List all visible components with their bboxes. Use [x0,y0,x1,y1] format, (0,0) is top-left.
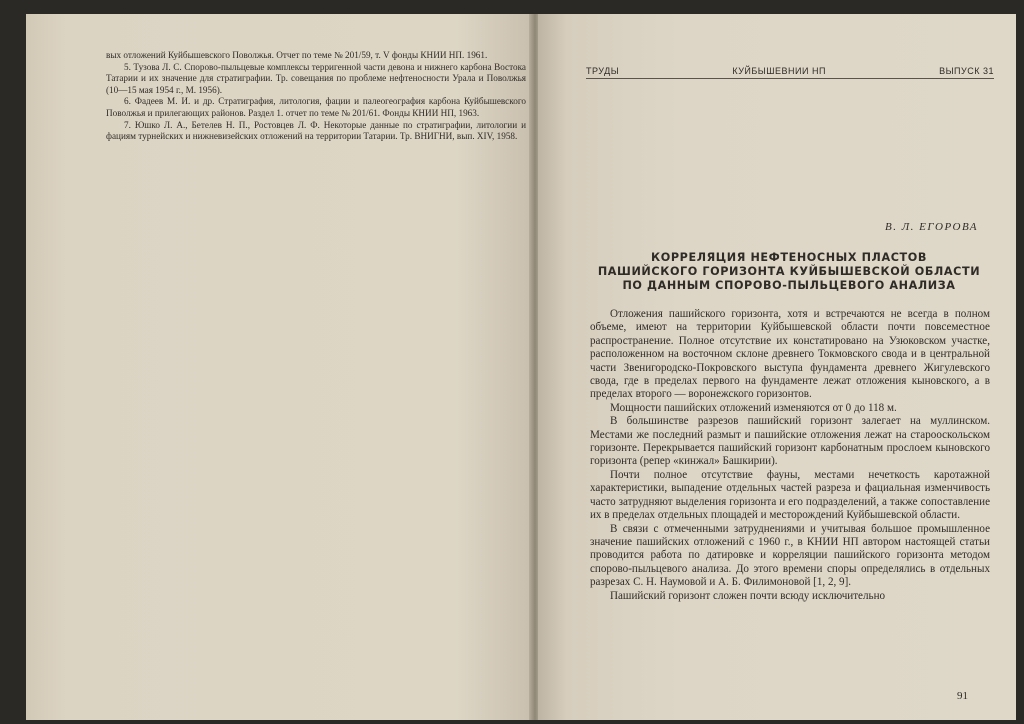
right-page [538,14,1016,720]
body-paragraph: В большинстве разрезов пашийский горизонт залегает на муллинском. Местами же последний размыт и пашийские отложения лежат на старооскольском горизонте. Перекрывается пашийский горизонт карбонатным прослоем кыновского горизонта (репер «кинжал» Башкирии). [590,415,990,468]
running-head-left: ТРУДЫ [586,66,620,76]
body-paragraph: Пашийский горизонт сложен почти всюду исключительно [610,589,886,602]
title-line: КОРРЕЛЯЦИЯ НЕФТЕНОСНЫХ ПЛАСТОВ [651,251,927,264]
reference-item: 7. Юшко Л. А., Бетелев Н. П., Ростовцев Л. Ф. Некоторые данные по стратиграфии, литологии и фациям турнейских и нижневизейских отложений на территории Татарии. Тр. ВНИГНИ, вып. XIV, 1958. [106,119,526,142]
body-paragraph: В связи с отмеченными затруднениями и учитывая большое промышленное значение пашийских отложений с 1960 г., в КНИИ НП автором настоящей статьи проводится работа по датировке и корреляции пашийского горизонта методом спорово-пыльцевого анализа. До этого времени споры определялись в отдельных разрезах С. Н. Наумовой и А. Б. Филимоновой [1, 2, 9]. [590,522,990,589]
reference-list [106,50,526,143]
body-paragraph: Отложения пашийского горизонта, хотя и встречаются не всегда в полном объеме, имеют на территории Куйбышевской области почти повсеместное распространение. Полное отсутствие их констатировано на Узюковском участке, расположенном на восточном склоне древнего Токмовского свода и в центральной части Звенигородско-Покровского выступа фундамента древнего Жигулевского свода, где в пределах первого на фундаменте лежат отложения кыновского, а в пределах второго — воронежского горизонтов. [590,308,990,401]
body-paragraph: Почти полное отсутствие фауны, местами нечеткость каротажной характеристики, выпадение отдельных частей разреза и фациальная изменчивость часто затрудняют выделения горизонта и его подразделений, а также сопоставление их в пределах отдельных площадей и месторождений Куйбышевской области. [590,468,990,522]
left-page [26,14,532,720]
body-paragraph: Мощности пашийских отложений изменяются от 0 до 118 м. [610,401,897,414]
title-line: ПО ДАННЫМ СПОРОВО-ПЫЛЬЦЕВОГО АНАЛИЗА [622,279,956,292]
reference-item: 6. Фадеев М. И. и др. Стратиграфия, литология, фации и палеогеография карбона Куйбышевского Поволжья и прилегающих районов. Раздел 1. отчет по теме № 201/61. Фонды КНИИ НП, 1963. [106,96,526,118]
reference-item: вых отложений Куйбышевского Поволжья. Отчет по теме № 201/59, т. V фонды КНИИ НП. 1961. [106,50,488,60]
page-number: 91 [957,690,968,702]
reference-item: 5. Тузова Л. С. Спорово-пыльцевые комплексы терригенной части девона и нижнего карбона Востока Татарии и их значение для стратиграфии. Тр. совещания по проблеме нефтеносности Урала и Поволжья (10—15 мая 1954 г., М. 1956). [106,61,526,95]
article-author: В. Л. ЕГОРОВА [885,221,978,233]
running-head [586,66,994,79]
article-title [584,251,994,293]
running-head-right: ВЫПУСК 31 [939,66,994,76]
title-line: ПАШИЙСКОГО ГОРИЗОНТА КУЙБЫШЕВСКОЙ ОБЛАСТИ [597,265,981,278]
book-spread [26,14,1016,720]
article-body [590,308,990,603]
running-head-center: КУЙБЫШЕВНИИ НП [732,66,826,76]
